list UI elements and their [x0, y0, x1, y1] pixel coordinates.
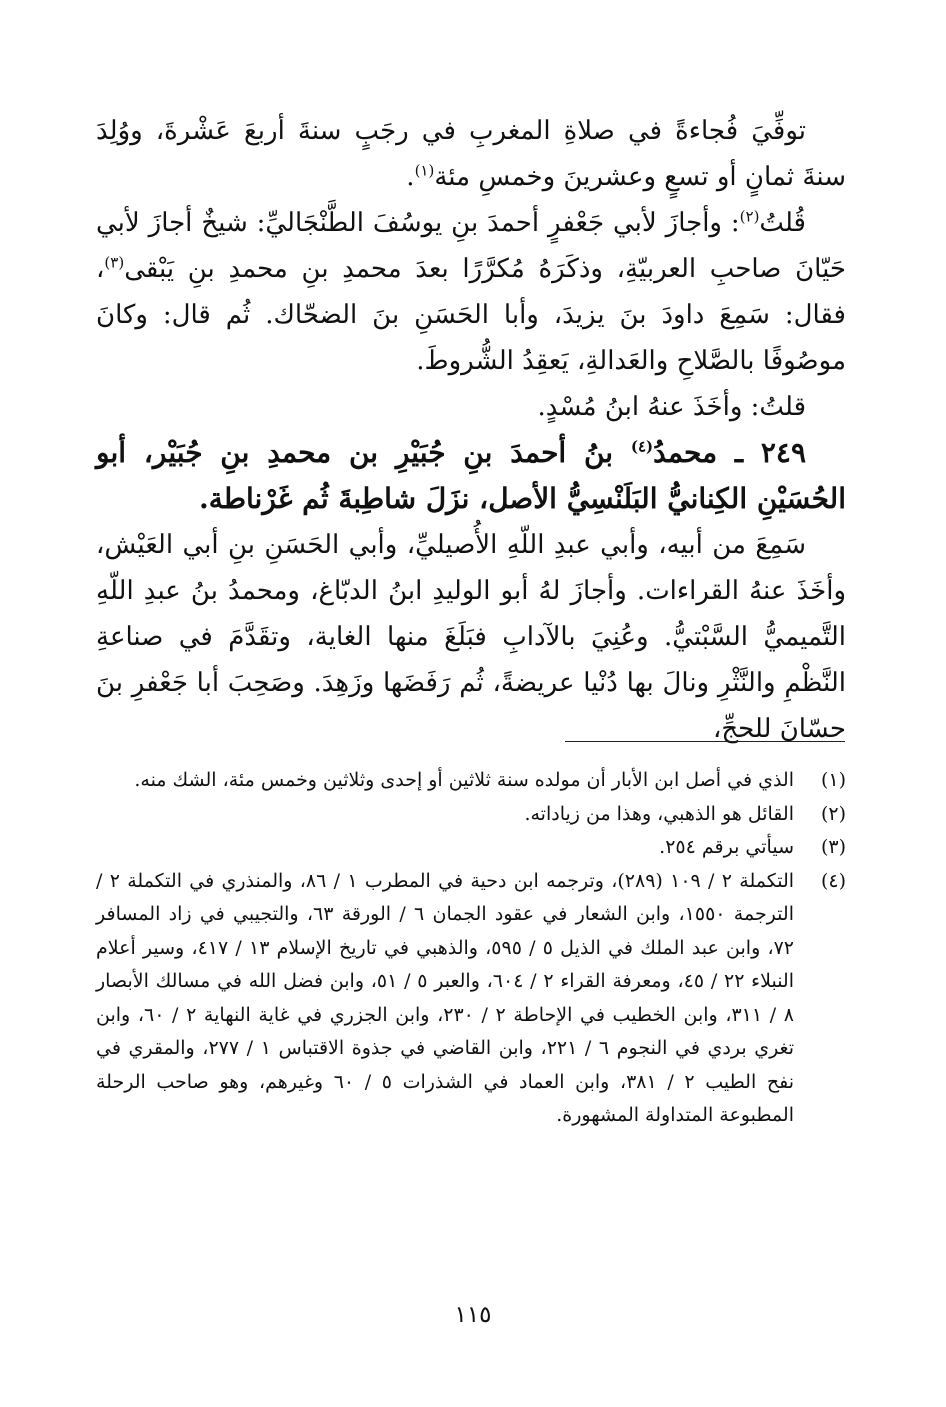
- entry-title: بنُ أحمدَ بنِ جُبَيْرِ بن محمدِ بنِ جُبَيْر، أبو الحُسَيْنِ الكِنانيُّ البَلَنْسِيُّ الأصل، نزَلَ شاطِبةَ ثُم غَرْناطة.: [96, 436, 846, 515]
- paragraph-taught-by: قلتُ: وأخَذَ عنهُ ابنُ مُسْدٍ.: [537, 392, 806, 422]
- footnote-ref-4[interactable]: (٤): [630, 437, 654, 456]
- footnote-4: [96, 865, 846, 1133]
- footnote-1: [96, 764, 846, 798]
- paragraph-text: : وأجازَ لأبي جَعْفرٍ أحمدَ بنِ يوسُفَ الطَّنْجَاليِّ: شيخٌ أجازَ لأبي حَيّانَ صاحبِ العربيّةِ، وذكَرَهُ مُكرَّرًا بعدَ محمدِ بنِ محمدِ بنِ يَبْقى: [96, 208, 846, 284]
- footnote-number: (١): [820, 769, 846, 791]
- paragraph-text: توفِّيَ فُجاءةً في صلاةِ المغربِ في رجَبٍ سنةَ أربعَ عَشْرةَ، ووُلِدَ سنةَ ثمانٍ أو تسعٍ وعشرينَ وخمسِ مئة: [96, 116, 846, 192]
- footnote-ref-2[interactable]: (٢): [739, 207, 760, 226]
- entry-heading-249: [96, 430, 846, 522]
- footnote-2: [96, 798, 846, 832]
- footnote-text: القائل هو الذهبي، وهذا من زياداته.: [524, 802, 794, 825]
- paragraph-death-birth: [96, 108, 846, 200]
- footnote-number: (٢): [820, 802, 846, 825]
- footnote-text: التكملة ٢ / ١٠٩ (٢٨٩)، وترجمه ابن دحية في المطرب ١ / ٨٦، والمنذري في التكملة ٢ / الترجمة ١٥٥٠، وابن الشعار في عقود الجمان ٦ / الورقة ٦٣، والتجيبي في زاد المسافر ٧٢، وابن عبد الملك في الذيل ٥ / ٥٩٥، والذهبي في تاريخ الإسلام ١٣ / ٤١٧، وسير أعلام النبلاء ٢٢ / ٤٥، ومعرفة القراء ٢ / ٦٠٤، والعبر ٥ / ٥١، وابن فضل الله في مسالك الأبصار ٨ / ٣١١، وابن الخطيب في الإحاطة ٢ / ٢٣٠، وابن الجزري في غاية النهاية ٢ / ٦٠، وابن تغري بردي في النجوم ٦ / ٢٢١، وابن القاضي في جذوة الاقتباس ١ / ٢٧٧، والمقري في نفح الطيب ٢ / ٣٨١، وابن العماد في الشذرات ٥ / ٦٠ وغيرهم، وهو صاحب الرحلة المطبوعة المتداولة المشهورة.: [96, 869, 795, 1126]
- paragraph-author-note: [96, 200, 846, 384]
- footnote-ref-1[interactable]: (١): [414, 161, 435, 180]
- footnote-number: (٤): [820, 869, 846, 892]
- paragraph-end: .: [406, 162, 415, 192]
- paragraph-start: قُلتُ: [759, 208, 806, 238]
- paragraph-biography: سَمِعَ من أبيه، وأبي عبدِ اللّهِ الأُصيليِّ، وأبي الحَسَنِ بنِ أبي العَيْش، وأخَذَ عنهُ القراءات. وأجازَ لهُ أبو الوليدِ ابنُ الدبّاغ، ومحمدُ بنُ عبدِ اللّهِ التَّميميُّ السَّبْتيُّ. وعُنِيَ بالآدابِ فبَلَغَ منها الغاية، وتقَدَّمَ في صناعةِ النَّظْمِ والنَّثْرِ ونالَ بها دُنْيا عريضةً، ثُم رَفَضَها وزَهِدَ. وصَحِبَ أبا جَعْفرِ بنَ حسّانَ للحجِّ،: [96, 530, 846, 744]
- footnote-separator: [565, 741, 845, 742]
- footnote-ref-3[interactable]: (٣): [104, 253, 125, 272]
- entry-number: ٢٤٩ ـ محمدُ: [653, 436, 807, 469]
- main-text: [96, 108, 846, 752]
- paragraph-end: ، فقال: سَمِعَ داودَ بنَ يزيدَ، وأبا الحَسَنِ بنَ الضحّاك. ثُم قال: وكانَ موصُوفًا بالصَّلاحِ والعَدالةِ، يَعقِدُ الشُّروطَ.: [96, 254, 846, 376]
- footnote-text: سيأتي برقم ٢٥٤.: [659, 836, 794, 858]
- footnote-text: الذي في أصل ابن الأبار أن مولده سنة ثلاثين أو إحدى وثلاثين وخمس مئة، الشك منه.: [134, 769, 794, 791]
- footnote-number: (٣): [820, 836, 846, 858]
- footnote-3: [96, 831, 846, 865]
- footnotes: [96, 764, 846, 1133]
- page-number: ١١٥: [454, 1302, 492, 1328]
